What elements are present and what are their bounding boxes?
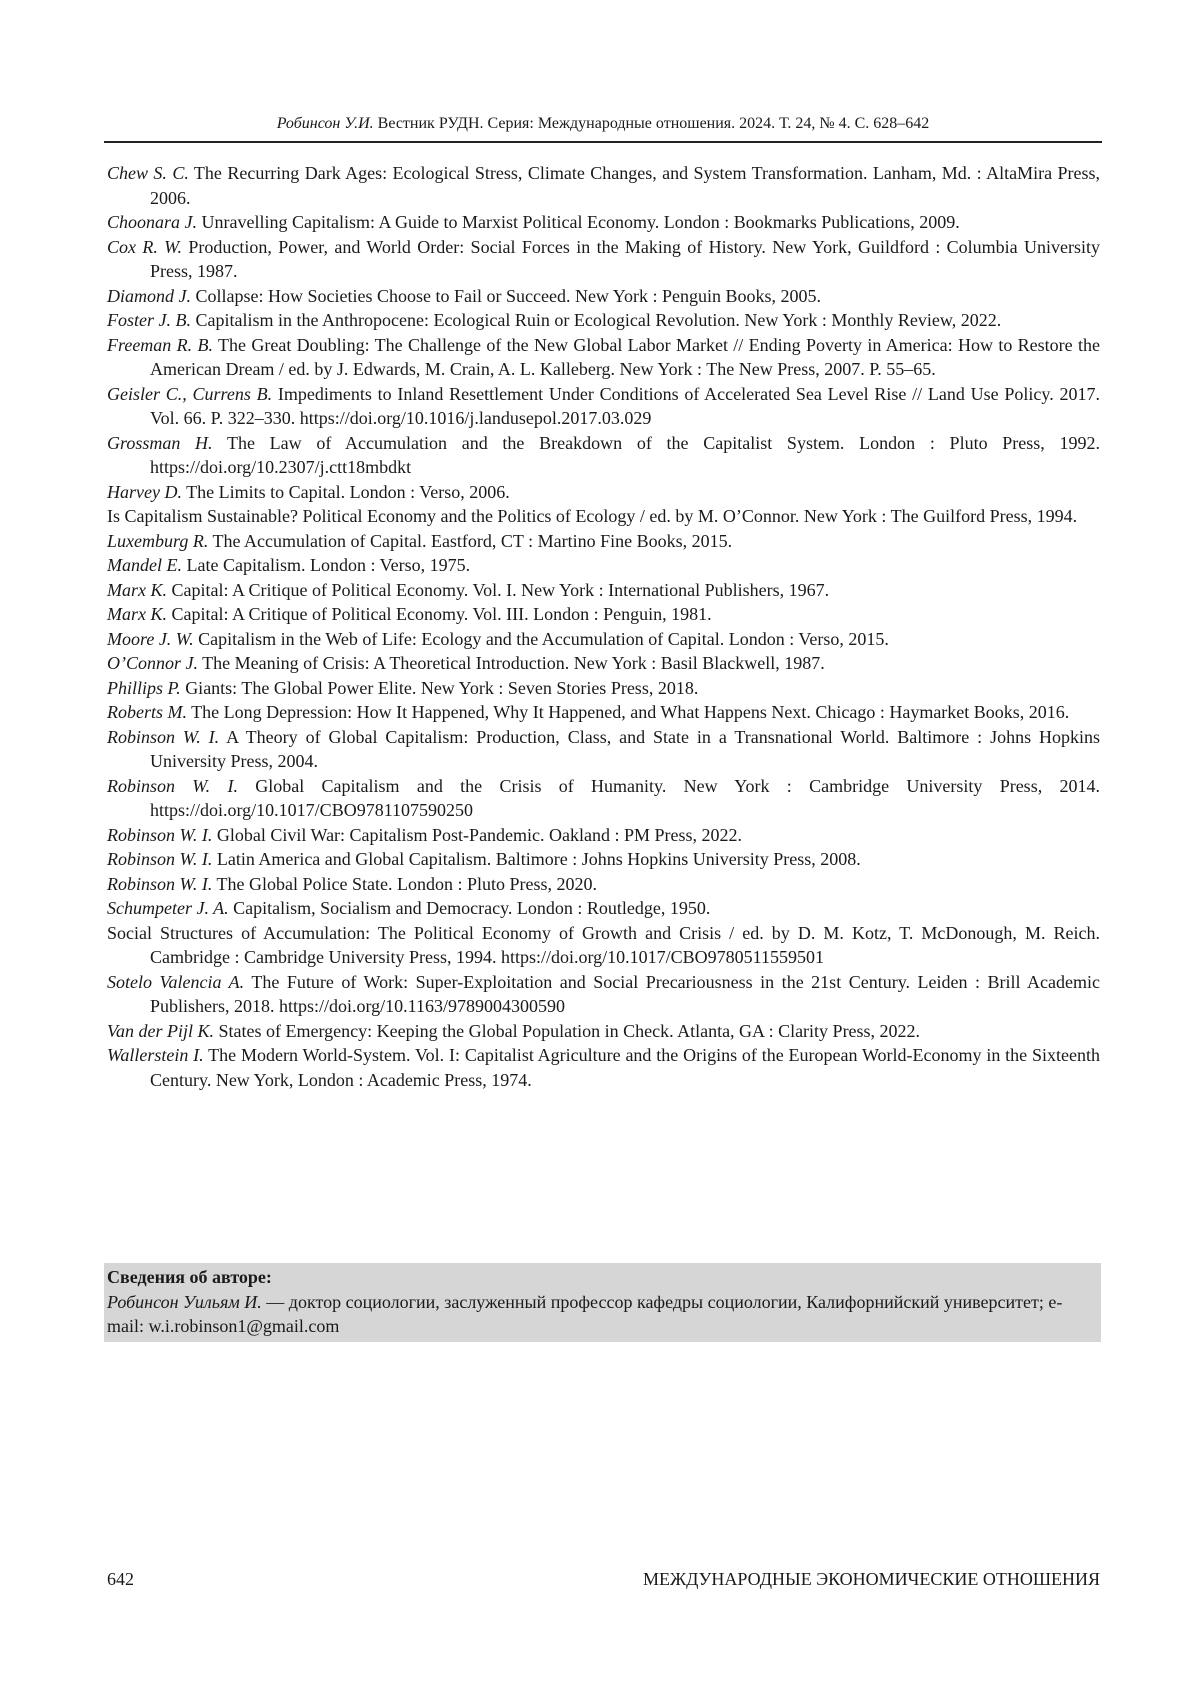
reference-item	[107, 872, 1100, 897]
reference-list	[107, 161, 1100, 1092]
reference-item	[107, 847, 1100, 872]
reference-item	[107, 896, 1100, 921]
reference-author: Van der Pijl K.	[107, 1021, 214, 1041]
reference-text: The Great Doubling: The Challenge of the New Global Labor Market // Ending Poverty in America: How to Restore the American Dream / ed. by J. Edwards, M. Crain, A. L. Kalleberg. New York : The New Press, 2007. P. 55–65.	[150, 335, 1100, 380]
reference-author: Mandel E.	[107, 555, 182, 575]
running-header	[104, 114, 1102, 134]
reference-item	[107, 333, 1100, 382]
reference-item	[107, 210, 1100, 235]
reference-item	[107, 1019, 1100, 1044]
reference-text: The Global Police State. London : Pluto Press, 2020.	[212, 874, 597, 894]
reference-item	[107, 823, 1100, 848]
reference-item	[107, 553, 1100, 578]
reference-text: Capital: A Critique of Political Economy. Vol. I. New York : International Publishers, 1967.	[167, 580, 829, 600]
reference-item	[107, 1043, 1100, 1092]
reference-item	[107, 431, 1100, 480]
reference-author: Chew S. C.	[107, 163, 189, 183]
author-info-description: — доктор социологии, заслуженный профессор кафедры социологии, Калифорнийский университет; e-mail: w.i.robinson1@gmail.com	[107, 1292, 1062, 1337]
reference-item	[107, 284, 1100, 309]
reference-item	[107, 161, 1100, 210]
reference-item	[107, 504, 1100, 529]
reference-item	[107, 774, 1100, 823]
reference-author: O’Connor J.	[107, 653, 198, 673]
reference-text: Impediments to Inland Resettlement Under Conditions of Accelerated Sea Level Rise // Land Use Policy. 2017. Vol. 66. P. 322–330. https://doi.org/10.1016/j.landusepol.2017.03.029	[150, 384, 1100, 429]
reference-text: Is Capitalism Sustainable? Political Economy and the Politics of Ecology / ed. by M. O’Connor. New York : The Guilford Press, 1994.	[107, 506, 1077, 526]
reference-text: States of Emergency: Keeping the Global Population in Check. Atlanta, GA : Clarity Press, 2022.	[214, 1021, 920, 1041]
reference-author: Sotelo Valencia A.	[107, 972, 244, 992]
reference-text: The Recurring Dark Ages: Ecological Stress, Climate Changes, and System Transformation. Lanham, Md. : AltaMira Press, 2006.	[150, 163, 1100, 208]
reference-text: Capital: A Critique of Political Economy. Vol. III. London : Penguin, 1981.	[167, 604, 712, 624]
reference-text: The Accumulation of Capital. Eastford, CT : Martino Fine Books, 2015.	[208, 531, 732, 551]
reference-text: Latin America and Global Capitalism. Baltimore : Johns Hopkins University Press, 2008.	[212, 849, 860, 869]
header-author: Робинсон У.И.	[277, 115, 374, 132]
reference-item	[107, 235, 1100, 284]
reference-text: Late Capitalism. London : Verso, 1975.	[182, 555, 470, 575]
reference-author: Robinson W. I.	[107, 874, 212, 894]
reference-text: The Modern World-System. Vol. I: Capitalist Agriculture and the Origins of the European World-Economy in the Sixteenth Century. New York, London : Academic Press, 1974.	[150, 1045, 1100, 1090]
reference-text: Social Structures of Accumulation: The Political Economy of Growth and Crisis / ed. by D. M. Kotz, T. McDonough, M. Reich. Cambridge : Cambridge University Press, 1994. https://doi.org/10.1017/CBO9780511559501	[107, 923, 1100, 968]
reference-text: Unravelling Capitalism: A Guide to Marxist Political Economy. London : Bookmarks Publications, 2009.	[197, 212, 960, 232]
reference-author: Freeman R. B.	[107, 335, 213, 355]
reference-author: Harvey D.	[107, 482, 182, 502]
reference-author: Geisler C., Currens B.	[107, 384, 272, 404]
reference-text: Giants: The Global Power Elite. New York : Seven Stories Press, 2018.	[181, 678, 699, 698]
reference-item	[107, 676, 1100, 701]
reference-item	[107, 480, 1100, 505]
reference-author: Moore J. W.	[107, 629, 194, 649]
reference-text: The Meaning of Crisis: A Theoretical Introduction. New York : Basil Blackwell, 1987.	[198, 653, 825, 673]
journal-name: МЕЖДУНАРОДНЫЕ ЭКОНОМИЧЕСКИЕ ОТНОШЕНИЯ	[643, 1568, 1100, 1590]
reference-text: The Law of Accumulation and the Breakdown of the Capitalist System. London : Pluto Press, 1992. https://doi.org/10.2307/j.ctt18mbdkt	[150, 433, 1100, 478]
reference-author: Grossman H.	[107, 433, 213, 453]
reference-author: Cox R. W.	[107, 237, 182, 257]
reference-author: Foster J. B.	[107, 310, 191, 330]
author-info-title: Сведения об авторе:	[107, 1265, 1098, 1290]
reference-author: Diamond J.	[107, 286, 191, 306]
reference-text: Global Civil War: Capitalism Post-Pandemic. Oakland : PM Press, 2022.	[212, 825, 742, 845]
reference-text: The Limits to Capital. London : Verso, 2006.	[182, 482, 510, 502]
reference-item	[107, 602, 1100, 627]
reference-text: Production, Power, and World Order: Social Forces in the Making of History. New York, Guildford : Columbia University Press, 1987.	[150, 237, 1100, 282]
reference-text: The Long Depression: How It Happened, Why It Happened, and What Happens Next. Chicago : Haymarket Books, 2016.	[187, 702, 1069, 722]
reference-item	[107, 578, 1100, 603]
reference-item	[107, 921, 1100, 970]
reference-item	[107, 970, 1100, 1019]
reference-text: Capitalism in the Web of Life: Ecology and the Accumulation of Capital. London : Verso, 2015.	[194, 629, 889, 649]
header-citation: Вестник РУДН. Серия: Международные отношения. 2024. Т. 24, № 4. С. 628–642	[374, 115, 930, 132]
reference-author: Marx K.	[107, 580, 167, 600]
reference-item	[107, 308, 1100, 333]
reference-author: Robinson W. I.	[107, 727, 219, 747]
reference-author: Robinson W. I.	[107, 776, 238, 796]
author-info-text	[107, 1290, 1098, 1339]
reference-author: Wallerstein I.	[107, 1045, 204, 1065]
reference-author: Phillips P.	[107, 678, 181, 698]
page-number: 642	[107, 1568, 134, 1590]
reference-author: Choonara J.	[107, 212, 197, 232]
reference-item	[107, 382, 1100, 431]
reference-author: Roberts M.	[107, 702, 187, 722]
reference-item	[107, 627, 1100, 652]
reference-author: Marx K.	[107, 604, 167, 624]
reference-text: A Theory of Global Capitalism: Production, Class, and State in a Transnational World. Baltimore : Johns Hopkins University Press, 2004.	[150, 727, 1100, 772]
reference-item	[107, 725, 1100, 774]
header-divider	[104, 141, 1102, 143]
author-info-name: Робинсон Уильям И.	[107, 1292, 262, 1312]
reference-text: The Future of Work: Super-Exploitation and Social Precariousness in the 21st Century. Leiden : Brill Academic Publishers, 2018. https://doi.org/10.1163/9789004300590	[150, 972, 1100, 1017]
reference-item	[107, 529, 1100, 554]
author-info-box	[104, 1263, 1101, 1342]
reference-author: Luxemburg R.	[107, 531, 208, 551]
reference-author: Robinson W. I.	[107, 825, 212, 845]
reference-text: Collapse: How Societies Choose to Fail or Succeed. New York : Penguin Books, 2005.	[191, 286, 821, 306]
reference-text: Global Capitalism and the Crisis of Humanity. New York : Cambridge University Press, 2014. https://doi.org/10.1017/CBO9781107590250	[150, 776, 1100, 821]
reference-text: Capitalism in the Anthropocene: Ecological Ruin or Ecological Revolution. New York : Monthly Review, 2022.	[191, 310, 1001, 330]
reference-author: Schumpeter J. A.	[107, 898, 229, 918]
reference-author: Robinson W. I.	[107, 849, 212, 869]
reference-item	[107, 651, 1100, 676]
reference-text: Capitalism, Socialism and Democracy. London : Routledge, 1950.	[229, 898, 711, 918]
reference-item	[107, 700, 1100, 725]
